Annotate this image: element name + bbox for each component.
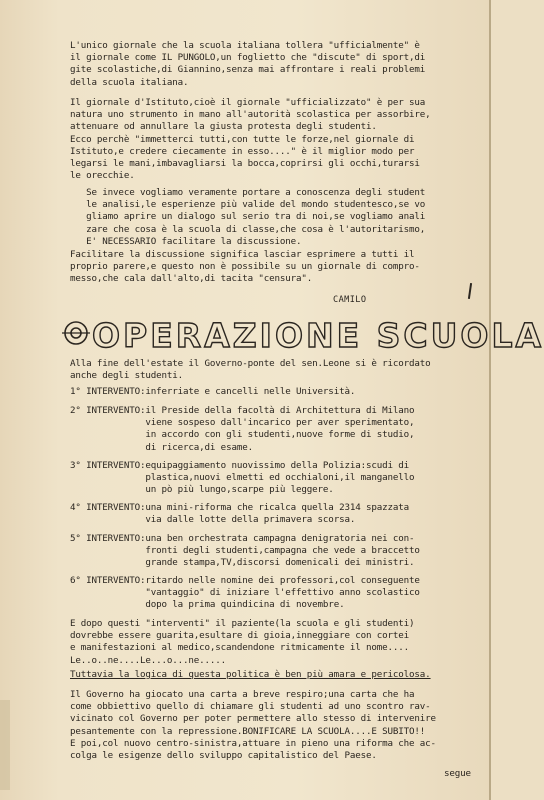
text-line: grande stampa,TV,discorsi domenicali dei ministri.: [145, 557, 415, 569]
text-line: colga le esigenze dello sviluppo capitalistico del Paese.: [70, 750, 377, 762]
text-line: E' NECESSARIO facilitare la discussione.: [70, 235, 302, 247]
text-line: dopo la prima quindicina di novembre.: [145, 599, 345, 611]
text-line: anche degli studenti.: [70, 370, 184, 382]
intervention-label: 1° INTERVENTO:: [70, 386, 146, 397]
text-line: proprio parere,e questo non è possibile su un giornale di compro-: [70, 261, 420, 273]
text-line: fronti degli studenti,campagna che vede a braccetto: [145, 545, 420, 557]
text-line: Istituto,e credere ciecamente in esso...." è il miglior modo per: [70, 145, 415, 157]
text-line: legarsi le mani,imbavagliarsi la bocca,coprirsi gli occhi,turarsi: [70, 158, 420, 170]
continues-marker: segue: [444, 768, 471, 779]
text-line: gite scolastiche,di Giannino,senza mai affrontare i reali problemi: [70, 64, 426, 76]
text-line: il giornale come IL PUNGOLO,un foglietto che "discute" di sport,di: [70, 52, 426, 64]
text-line: di ricerca,di esame.: [145, 441, 253, 453]
underlined-statement: [70, 669, 484, 681]
text-line: dovrebbe essere guarita,esultare di gioia,inneggiare con cortei: [70, 630, 410, 642]
paragraph-3: [70, 187, 484, 248]
text-line: via dalle lotte della primavera scorsa.: [145, 514, 356, 526]
text-line: E dopo questi "interventi" il paziente(la scuola e gli studenti): [70, 618, 415, 629]
text-line: messo,che cala dall'alto,di tacita "censura".: [70, 273, 313, 285]
text-line: come obbiettivo quello di chiamare gli studenti ad uno scontro rav-: [70, 701, 431, 713]
text-line: zare che cosa è la scuola di classe,che cosa è l'autoritarismo,: [70, 223, 426, 235]
text-line: Facilitare la discussione significa lasciar esprimere a tutti il: [70, 249, 415, 260]
text-line: Alla fine dell'estate il Governo-ponte del sen.Leone si è ricordato: [70, 358, 431, 369]
text-line: ritardo nelle nomine dei professori,col conseguente: [145, 575, 420, 586]
intervention-6: [70, 575, 484, 612]
paper-stain: [0, 700, 10, 790]
paragraph-1: [70, 40, 484, 89]
text-line: Il giornale d'Istituto,cioè il giornale "ufficializzato" è per sua: [70, 97, 426, 108]
intervention-label: 3° INTERVENTO:: [70, 460, 146, 471]
signature: CAMILO: [333, 295, 367, 305]
text-line: "vantaggio" di iniziare l'effettivo anno scolastico: [145, 587, 420, 599]
intervention-label: 2° INTERVENTO:: [70, 405, 146, 416]
intro: [70, 358, 484, 382]
text-line: un pò più lungo,scarpe più leggere.: [145, 484, 334, 496]
text-line: le orecchie.: [70, 170, 135, 182]
text-line: in accordo con gli studenti,nuove forme di studio,: [145, 429, 415, 441]
text-line: Il Governo ha giocato una carta a breve respiro;una carta che ha: [70, 689, 415, 700]
text-line: le analisi,le esperienze più valide del mondo studentesco,se vo: [70, 199, 426, 211]
page-fold: [489, 0, 491, 800]
text-line: attenuare od annullare la giusta protesta degli studenti.: [70, 121, 377, 133]
intervention-3: [70, 460, 484, 497]
text-line: Se invece vogliamo veramente portare a conoscenza degli student: [70, 187, 426, 198]
text-line: L'unico giornale che la scuola italiana tollera "ufficialmente" è: [70, 40, 420, 51]
text-line: viene sospeso dall'incarico per aver sperimentato,: [145, 417, 415, 429]
intervention-1: [70, 386, 484, 398]
intervention-label: 6° INTERVENTO:: [70, 575, 146, 586]
text-line: Ecco perchè "immetterci tutti,con tutte le forze,nel giornale di: [70, 133, 415, 145]
text-line: plastica,nuovi elmetti ed occhialoni,il manganello: [145, 472, 415, 484]
text-line: una ben orchestrata campagna denigratoria nei con-: [145, 533, 415, 544]
text-line: una mini-riforma che ricalca quella 2314 spazzata: [145, 502, 410, 513]
text-line: Tuttavia la logica di questa politica è ben più amara e pericolosa.: [70, 669, 431, 680]
text-line: e manifestazioni al medico,scandendone ritmicamente il nome....: [70, 642, 410, 654]
intervention-label: 5° INTERVENTO:: [70, 533, 146, 544]
intervention-2: [70, 405, 484, 454]
paragraph-5: [70, 618, 484, 667]
text-line: natura uno strumento in mano all'autorità scolastica per assorbire,: [70, 109, 431, 121]
text-line: inferriate e cancelli nelle Università.: [145, 386, 356, 397]
text-line: Le..o..ne....Le...o...ne.....: [70, 654, 227, 666]
intervention-4: [70, 502, 484, 526]
intervention-5: [70, 533, 484, 570]
paragraph-4: [70, 249, 484, 286]
text-line: della scuola italiana.: [70, 76, 189, 88]
section-title-text: OPERAZIONE SCUOLA: [92, 316, 544, 355]
intervention-label: 4° INTERVENTO:: [70, 502, 146, 513]
section-title: [62, 312, 544, 355]
paragraph-6: [70, 689, 484, 762]
text-line: pesantemente con la repressione.BONIFICARE LA SCUOLA....E SUBITO!!: [70, 725, 426, 737]
text-line: gliamo aprire un dialogo sul serio tra di noi,se vogliamo anali: [70, 211, 426, 223]
text-line: equipaggiamento nuovissimo della Polizia:scudi di: [145, 460, 410, 471]
paragraph-2: [70, 97, 484, 182]
text-line: il Preside della facoltà di Architettura di Milano: [145, 405, 415, 416]
text-line: vicinato col Governo per poter permettere allo stesso di intervenire: [70, 713, 436, 725]
text-line: E poi,col nuovo centro-sinistra,attuare in pieno una riforma che ac-: [70, 737, 436, 749]
